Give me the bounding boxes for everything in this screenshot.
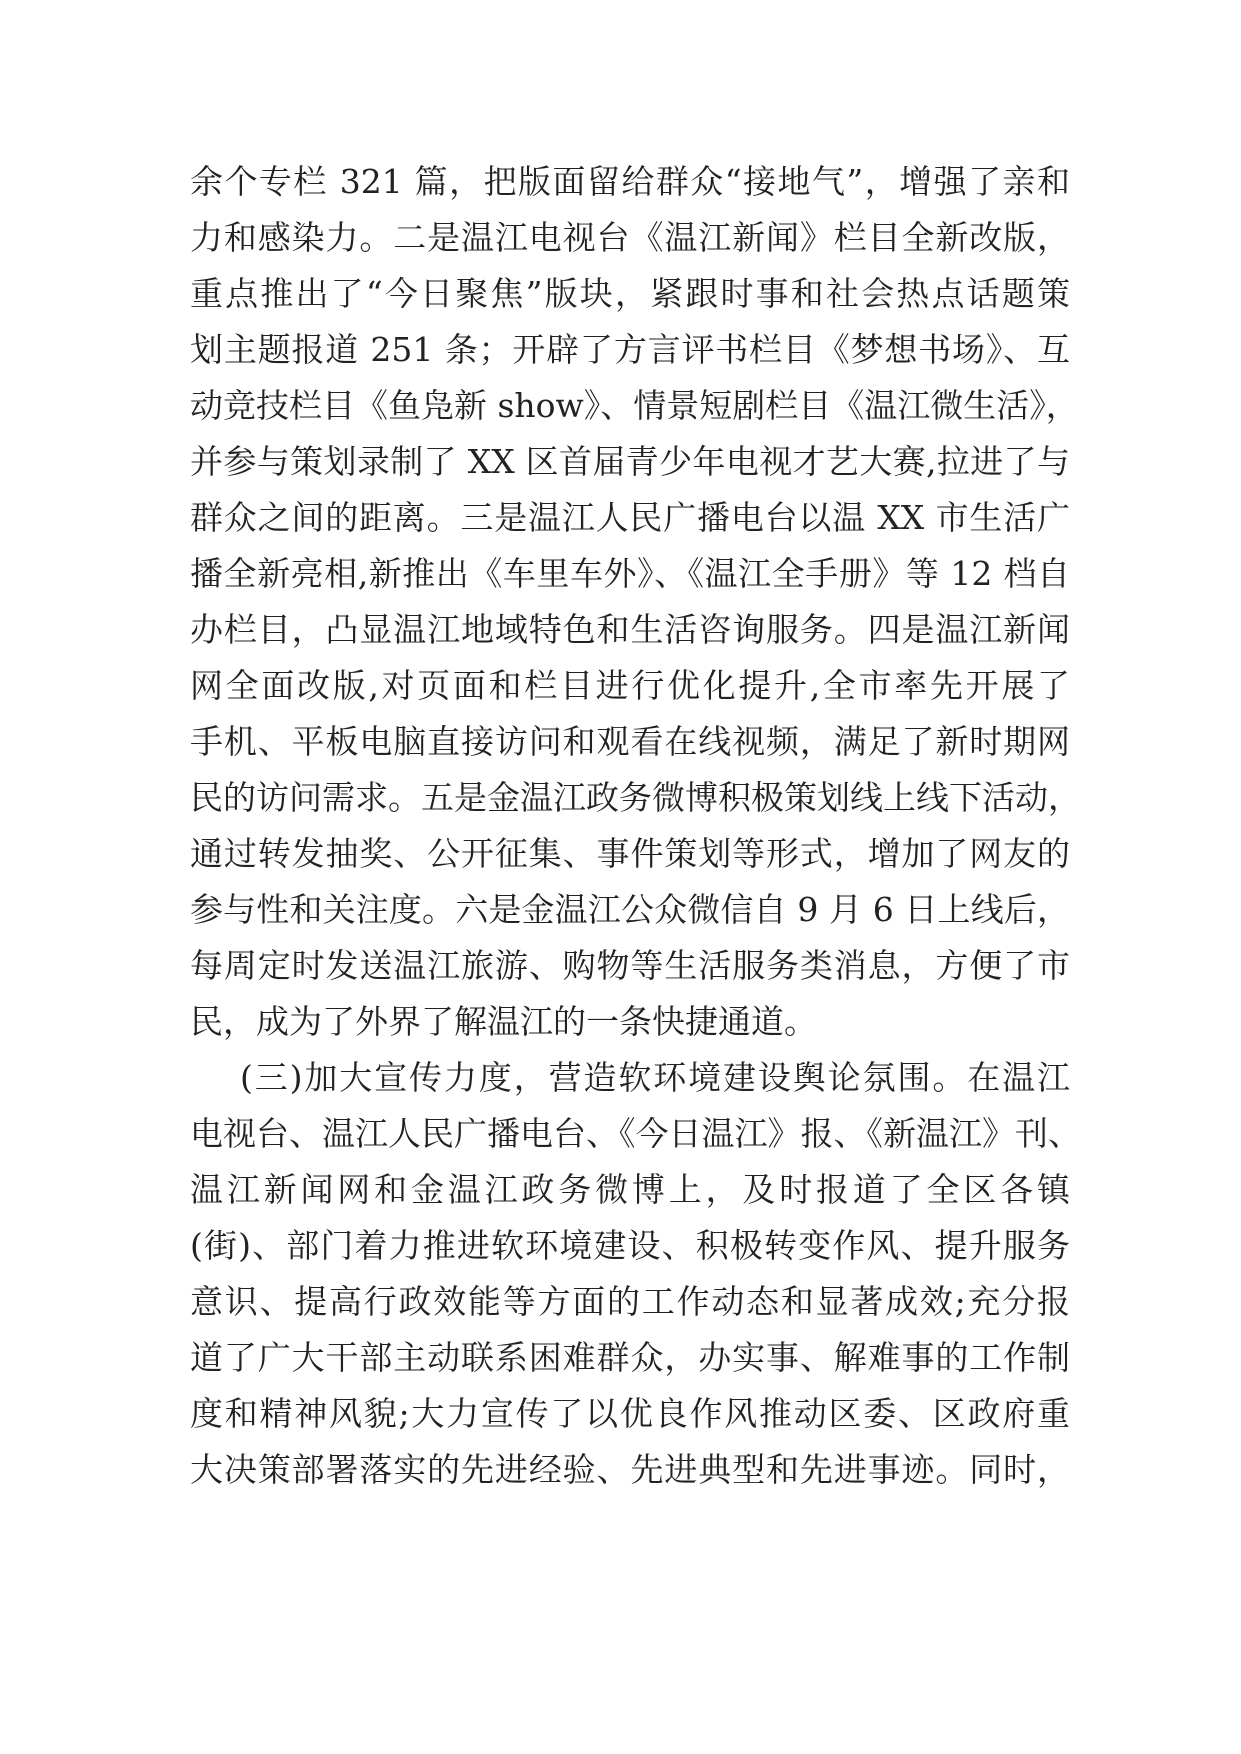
text-line: 每周定时发送温江旅游、购物等生活服务类消息，方便了市 bbox=[190, 946, 1070, 985]
text-line: 播全新亮相,新推出《车里车外》、《温江全手册》等 12 档自 bbox=[190, 554, 1070, 593]
text-line: 力和感染力。二是温江电视台《温江新闻》栏目全新改版， bbox=[190, 218, 1070, 257]
text-line: 重点推出了“今日聚焦”版块，紧跟时事和社会热点话题策 bbox=[190, 274, 1070, 313]
text-line: 办栏目，凸显温江地域特色和生活咨询服务。四是温江新闻 bbox=[190, 610, 1070, 649]
text-line: 并参与策划录制了 XX 区首届青少年电视才艺大赛,拉进了与 bbox=[190, 442, 1070, 481]
text-line: 划主题报道 251 条；开辟了方言评书栏目《梦想书场》、互 bbox=[190, 330, 1070, 369]
body-text bbox=[190, 154, 1081, 1498]
text-line: 意识、提高行政效能等方面的工作动态和显著成效;充分报 bbox=[190, 1282, 1070, 1321]
text-line: 电视台、温江人民广播电台、《今日温江》报、《新温江》刊、 bbox=[190, 1114, 1081, 1153]
text-line: 参与性和关注度。六是金温江公众微信自 9 月 6 日上线后， bbox=[190, 890, 1070, 929]
text-line: 网全面改版,对页面和栏目进行优化提升,全市率先开展了 bbox=[190, 666, 1070, 705]
text-line: 大决策部署落实的先进经验、先进典型和先进事迹。同时， bbox=[190, 1450, 1070, 1489]
text-line: 温江新闻网和金温江政务微博上，及时报道了全区各镇 bbox=[190, 1170, 1070, 1209]
paragraph-end-line: 民，成为了外界了解温江的一条快捷通道。 bbox=[190, 1002, 817, 1041]
text-line: (街)、部门着力推进软环境建设、积极转变作风、提升服务 bbox=[190, 1226, 1070, 1265]
text-line: 余个专栏 321 篇，把版面留给群众“接地气”，增强了亲和 bbox=[190, 162, 1070, 201]
text-line: 道了广大干部主动联系困难群众，办实事、解难事的工作制 bbox=[190, 1338, 1070, 1377]
text-line: 动竞技栏目《鱼凫新 show》、情景短剧栏目《温江微生活》， bbox=[190, 386, 1079, 425]
text-line: 手机、平板电脑直接访问和观看在线视频，满足了新时期网 bbox=[190, 722, 1070, 761]
text-line: 度和精神风貌;大力宣传了以优良作风推动区委、区政府重 bbox=[190, 1394, 1070, 1433]
text-line: 民的访问需求。五是金温江政务微博积极策划线上线下活动， bbox=[190, 778, 1081, 817]
section-heading-line: (三)加大宣传力度，营造软环境建设舆论氛围。在温江 bbox=[240, 1058, 1070, 1097]
text-line: 通过转发抽奖、公开征集、事件策划等形式，增加了网友的 bbox=[190, 834, 1070, 873]
text-line: 群众之间的距离。三是温江人民广播电台以温 XX 市生活广 bbox=[190, 498, 1070, 537]
